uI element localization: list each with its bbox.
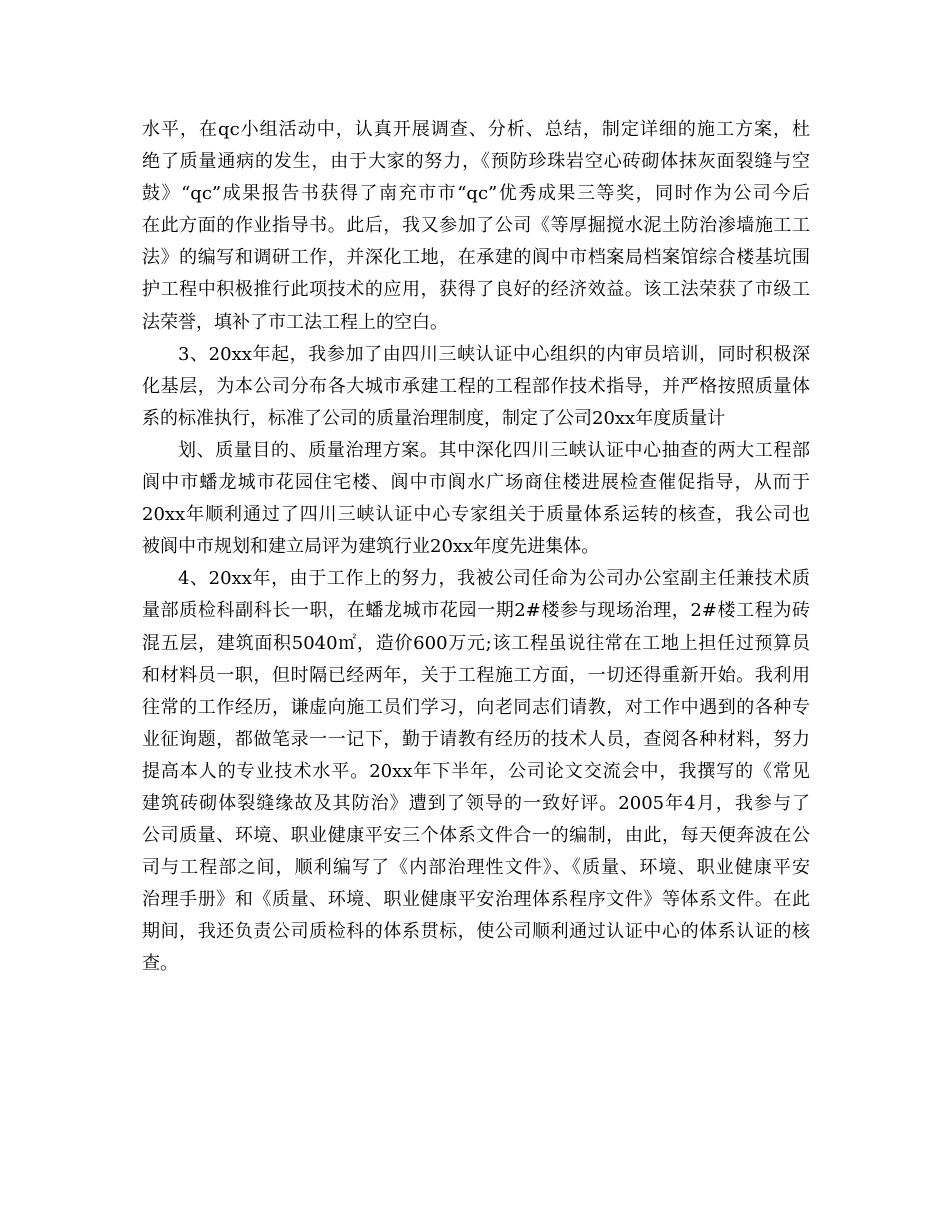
text-line: 划、质量目的、质量治理方案。其中深化四川三峡认证中心抽查的两大工程部 <box>178 439 810 461</box>
text-line: 阆中市蟠龙城市花园住宅楼、阆中市阆水广场商住楼进展检查催促指导，从而于 <box>142 472 810 494</box>
text-line: 20xx年顺利通过了四川三峡认证中心专家组关于质量体系运转的核查，我公司也 <box>142 504 810 526</box>
text-line: 期间，我还负责公司质检科的体系贯标，使公司顺利通过认证中心的体系认证的核 <box>142 921 810 943</box>
text-line: 3、20xx年起，我参加了由四川三峡认证中心组织的内审员培训，同时积极深 <box>178 343 810 365</box>
text-line: 混五层，建筑面积5040㎡，造价600万元;该工程虽说往常在工地上担任过预算员 <box>142 632 810 654</box>
text-line: 化基层，为本公司分布各大城市承建工程的工程部作技术指导，并严格按照质量体 <box>142 375 810 397</box>
text-line: 鼓》“qc”成果报告书获得了南充市市“qc”优秀成果三等奖，同时作为公司今后 <box>142 183 810 205</box>
text-line: 和材料员一职，但时隔已经两年，关于工程施工方面，一切还得重新开始。我利用 <box>142 664 810 686</box>
text-line: 法》的编写和调研工作，并深化工地，在承建的阆中市档案局档案馆综合楼基坑围 <box>142 247 810 269</box>
text-line: 治理手册》和《质量、环境、职业健康平安治理体系程序文件》等体系文件。在此 <box>142 889 810 911</box>
text-line: 护工程中积极推行此项技术的应用，获得了良好的经济效益。该工法荣获了市级工 <box>142 279 810 301</box>
text-line: 往常的工作经历，谦虚向施工员们学习，向老同志们请教，对工作中遇到的各种专 <box>142 696 810 718</box>
text-line: 被阆中市规划和建立局评为建筑行业20xx年度先进集体。 <box>142 536 600 558</box>
text-line: 法荣誉，填补了市工法工程上的空白。 <box>142 311 448 333</box>
text-line: 司与工程部之间，顺利编写了《内部治理性文件》、《质量、环境、职业健康平安 <box>142 857 810 879</box>
text-line: 水平，在qc小组活动中，认真开展调查、分析、总结，制定详细的施工方案，杜 <box>142 119 810 140</box>
text-line: 提高本人的专业技术水平。20xx年下半年，公司论文交流会中，我撰写的《常见 <box>142 760 810 782</box>
text-line: 业征询题，都做笔录一一记下，勤于请教有经历的技术人员，查阅各种材料，努力 <box>142 728 810 750</box>
text-line: 查。 <box>142 953 178 975</box>
text-line: 4、20xx年，由于工作上的努力，我被公司任命为公司办公室副主任兼技术质 <box>178 568 810 590</box>
text-line: 在此方面的作业指导书。此后，我又参加了公司《等厚掘搅水泥土防治渗墙施工工 <box>142 215 810 237</box>
text-line: 量部质检科副科长一职，在蟠龙城市花园一期2#楼参与现场治理，2#楼工程为砖 <box>142 600 810 622</box>
text-line: 公司质量、环境、职业健康平安三个体系文件合一的编制，由此，每天便奔波在公 <box>142 825 810 847</box>
text-line: 建筑砖砌体裂缝缘故及其防治》遭到了领导的一致好评。2005年4月，我参与了 <box>142 792 810 814</box>
text-line: 绝了质量通病的发生，由于大家的努力，《预防珍珠岩空心砖砌体抹灰面裂缝与空 <box>142 151 810 173</box>
text-line: 系的标准执行，标准了公司的质量治理制度，制定了公司20xx年度质量计 <box>142 407 726 429</box>
document-body <box>142 114 810 981</box>
